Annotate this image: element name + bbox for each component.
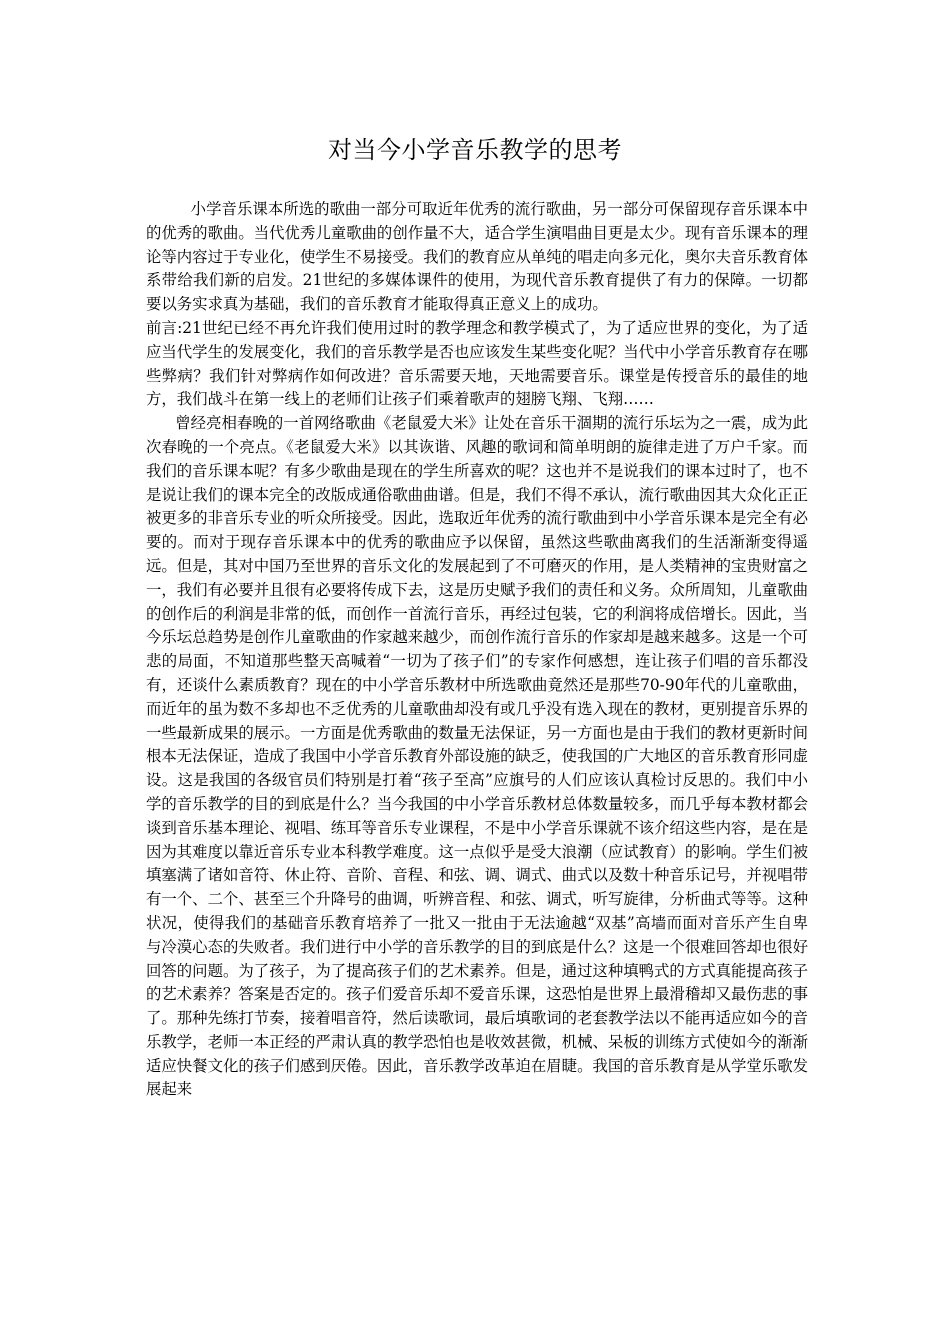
document-title: 对当今小学音乐教学的思考: [328, 136, 622, 164]
paragraph-abstract: 小学音乐课本所选的歌曲一部分可取近年优秀的流行歌曲，另一部分可保留现存音乐课本中的优秀的歌曲。当代优秀儿童歌曲的创作量不大，适合学生演唱曲目更是太少。现有音乐课本的理论等内容过于专业化，使学生不易接受。我们的教育应从单纯的唱走向多元化，奥尔夫音乐教育体系带给我们新的启发。21世纪的多媒体课件的使用，为现代音乐教育提供了有力的保障。一切都要以务实求真为基础，我们的音乐教育才能取得真正意义上的成功。: [146, 200, 808, 314]
paragraph-preface: 前言:21世纪已经不再允许我们使用过时的教学理念和教学模式了，为了适应世界的变化，为了适应当代学生的发展变化，我们的音乐教学是否也应该发生某些变化呢？当代中小学音乐教育存在哪些弊病？我们针对弊病作如何改进？音乐需要天地，天地需要音乐。课堂是传授音乐的最佳的地方，我们战斗在第一线上的老师们让孩子们乘着歌声的翅膀飞翔、飞翔……: [146, 318, 808, 409]
paragraph-main: 曾经亮相春晚的一首网络歌曲《老鼠爱大米》让处在音乐干涸期的流行乐坛为之一震，成为此次春晚的一个亮点。《老鼠爱大米》以其诙谐、风趣的歌词和简单明朗的旋律走进了万户千家。而我们的音乐课本呢？有多少歌曲是现在的学生所喜欢的呢？这也并不是说我们的课本过时了，也不是说让我们的课本完全的改版成通俗歌曲曲谱。但是，我们不得不承认，流行歌曲因其大众化正正被更多的非音乐专业的听众所接受。因此，选取近年优秀的流行歌曲到中小学音乐课本是完全有必要的。而对于现存音乐课本中的优秀的歌曲应予以保留，虽然这些歌曲离我们的生活渐渐变得遥远。但是，其对中国乃至世界的音乐文化的发展起到了不可磨灭的作用，是人类精神的宝贵财富之一，我们有必要并且很有必要将传成下去，这是历史赋予我们的责任和义务。众所周知，儿童歌曲的创作后的利润是非常的低，而创作一首流行音乐，再经过包装，它的利润将成倍增长。因此，当今乐坛总趋势是创作儿童歌曲的作家越来越少，而创作流行音乐的作家却是越来越多。这是一个可悲的局面，不知道那些整天高喊着“一切为了孩子们”的专家作何感想，连让孩子们唱的音乐都没有，还谈什么素质教育？现在的中小学音乐教材中所选歌曲竟然还是那些70-90年代的儿童歌曲，而近年的虽为数不多却也不乏优秀的儿童歌曲却没有或几乎没有选入现在的教材，更别提音乐界的一些最新成果的展示。一方面是优秀歌曲的数量无法保证，另一方面也是由于我们的教材更新时间根本无法保证，造成了我国中小学音乐教育外部设施的缺乏，使我国的广大地区的音乐教育形同虚设。这是我国的各级官员们特别是打着“孩子至高”应旗号的人们应该认真检讨反思的。我们中小学的音乐教学的目的到底是什么？当今我国的中小学音乐教材总体数量较多，而几乎每本教材都会谈到音乐基本理论、视唱、练耳等音乐专业课程，不是中小学音乐课就不该介绍这些内容，是在是因为其难度以靠近音乐专业本科教学难度。这一点似乎是受大浪潮（应试教育）的影响。学生们被填塞满了诸如音符、休止符、音阶、音程、和弦、调、调式、曲式以及数十种音乐记号，并视唱带有一个、二个、甚至三个升降号的曲调，听辨音程、和弦、调式，听写旋律，分析曲式等等。这种状况，使得我们的基础音乐教育培养了一批又一批由于无法逾越“双基”高墙而面对音乐产生自卑与冷漠心态的失败者。我们进行中小学的音乐教学的目的到底是什么？这是一个很难回答却也很好回答的问题。为了孩子，为了提高孩子们的艺术素养。但是，通过这种填鸭式的方式真能提高孩子的艺术素养？答案是否定的。孩子们爱音乐却不爱音乐课，这恐怕是世界上最滑稽却又最伤悲的事了。那种先练打节奏，接着唱音符，然后读歌词，最后填歌词的老套教学法以不能再适应如今的音乐教学，老师一本正经的严肃认真的教学恐怕也是收效甚微，机械、呆板的训练方式使如今的渐渐适应快餐文化的孩子们感到厌倦。因此，音乐教学改革迫在眉睫。我国的音乐教育是从学堂乐歌发展起来: [146, 414, 808, 1099]
document-body: [146, 198, 808, 1102]
